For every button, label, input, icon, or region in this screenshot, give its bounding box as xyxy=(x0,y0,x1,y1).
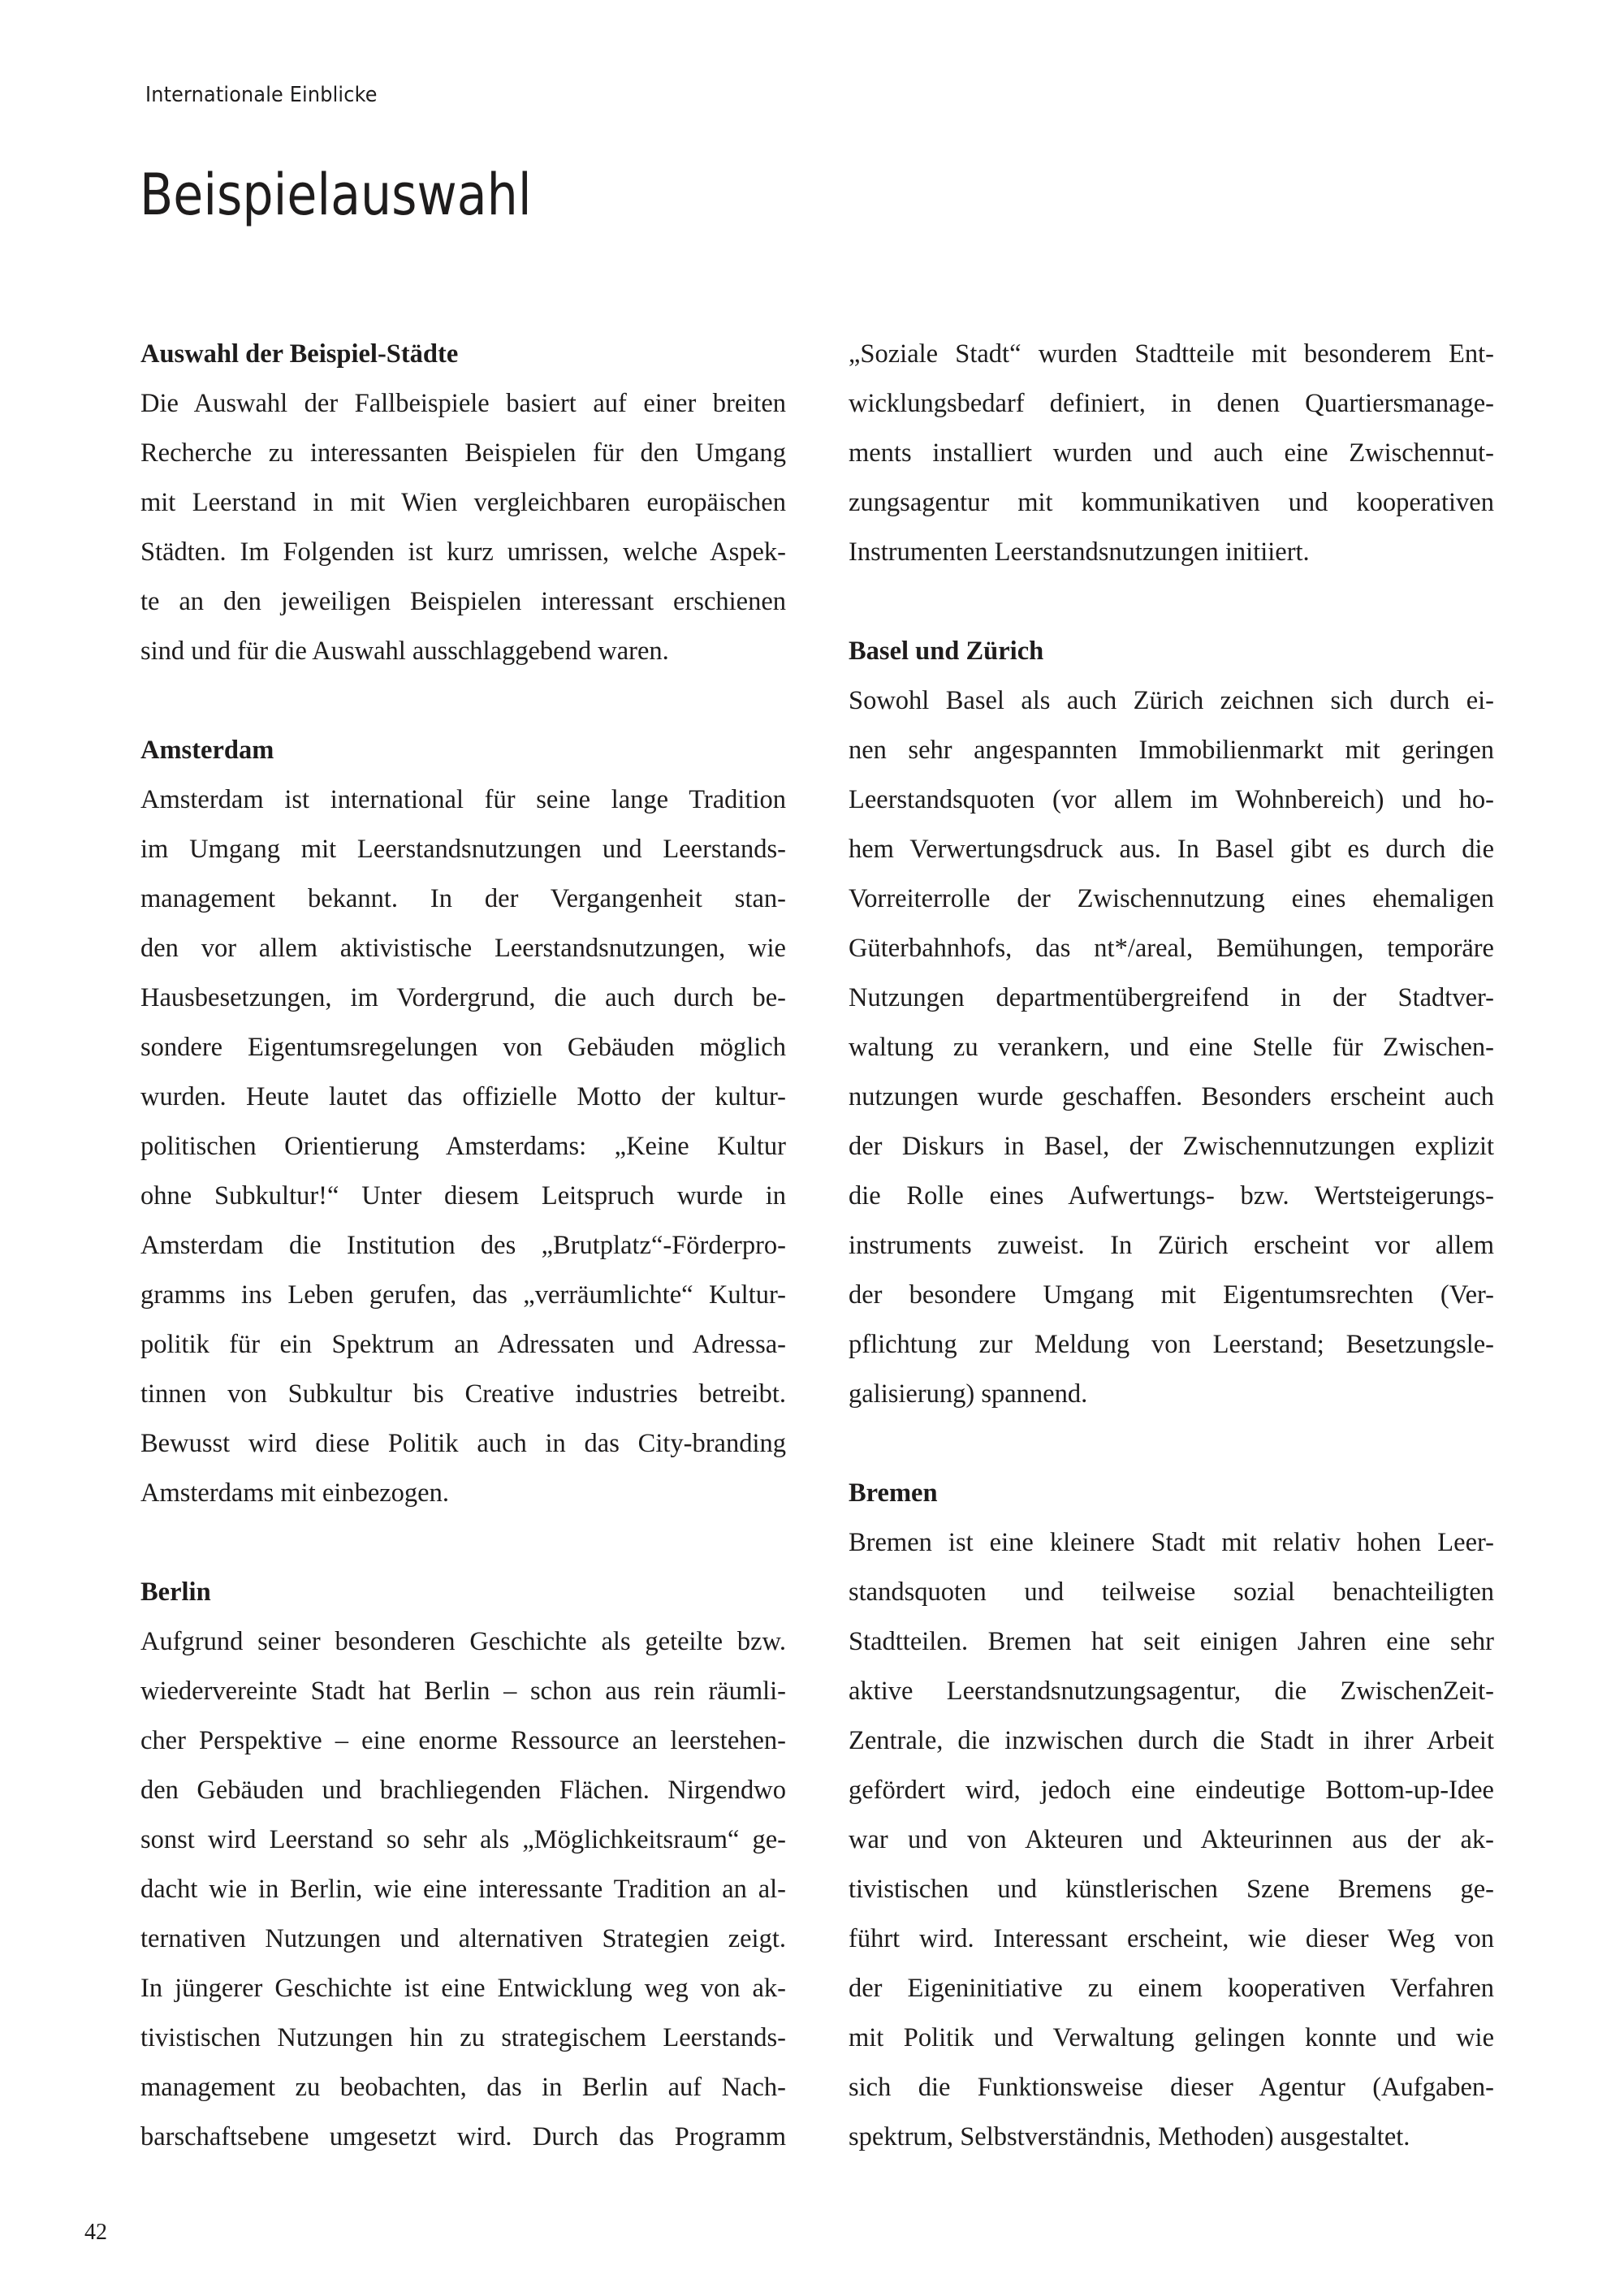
text-line: Amsterdams mit einbezogen. xyxy=(140,1478,449,1508)
text-line: der besondere Umgang mit Eigentumsrechten (Ver- xyxy=(849,1280,1494,1310)
text-line: gefördert wird, jedoch eine eindeutige Bottom-up-Idee xyxy=(849,1776,1494,1805)
text-line: Instrumenten Leerstandsnutzungen initiiert. xyxy=(849,537,1310,567)
section-continuation xyxy=(849,330,1494,577)
section-heading: Auswahl der Beispiel-Städte xyxy=(140,339,459,369)
section-heading: Basel und Zürich xyxy=(849,637,1044,666)
text-line: der Eigeninitiative zu einem kooperativen Verfahren xyxy=(849,1974,1494,2003)
text-line: mit Politik und Verwaltung gelingen konnte und wie xyxy=(849,2023,1494,2052)
text-line: In jüngerer Geschichte ist eine Entwicklung weg von ak- xyxy=(140,1974,786,2003)
text-line: spektrum, Selbstverständnis, Methoden) ausgestaltet. xyxy=(849,2122,1410,2151)
text-line: ments installiert wurden und auch eine Zwischennut- xyxy=(849,438,1494,468)
text-line: Zentrale, die inzwischen durch die Stadt in ihrer Arbeit xyxy=(849,1726,1494,1755)
text-line: management bekannt. In der Vergangenheit stan- xyxy=(140,884,786,913)
text-line: hem Verwertungsdruck aus. In Basel gibt es durch die xyxy=(849,835,1494,864)
text-line: Aufgrund seiner besonderen Geschichte als geteilte bzw. xyxy=(140,1627,786,1656)
text-line: im Umgang mit Leerstandsnutzungen und Leerstands- xyxy=(140,835,786,864)
text-line: Leerstandsquoten (vor allem im Wohnbereich) und ho- xyxy=(849,785,1494,814)
text-line: dacht wie in Berlin, wie eine interessante Tradition an al- xyxy=(140,1875,786,1904)
section-paragraph xyxy=(140,775,786,1518)
text-line: nutzungen wurde geschaffen. Besonders erscheint auch xyxy=(849,1082,1494,1111)
text-line: „Soziale Stadt“ wurden Stadtteile mit besonderem Ent- xyxy=(849,339,1494,369)
text-line: Bremen ist eine kleinere Stadt mit relativ hohen Leer- xyxy=(849,1528,1494,1557)
text-line: te an den jeweiligen Beispielen interessant erschienen xyxy=(140,587,786,616)
section-paragraph xyxy=(140,1617,786,2162)
text-line: führt wird. Interessant erscheint, wie dieser Weg von xyxy=(849,1924,1494,1953)
text-line: Sowohl Basel als auch Zürich zeichnen sich durch ei- xyxy=(849,686,1494,715)
text-line: Amsterdam die Institution des „Brutplatz“-Förderpro- xyxy=(140,1231,786,1260)
section-berlin xyxy=(140,1568,786,2162)
section-heading: Amsterdam xyxy=(140,736,274,765)
section-bremen xyxy=(849,1469,1494,2162)
section-heading: Bremen xyxy=(849,1478,938,1508)
text-line: cher Perspektive – eine enorme Ressource an leerstehen- xyxy=(140,1726,786,1755)
text-line: gramms ins Leben gerufen, das „verräumlichte“ Kultur- xyxy=(140,1280,786,1310)
text-line: Amsterdam ist international für seine lange Tradition xyxy=(140,785,786,814)
text-line: sind und für die Auswahl ausschlaggebend waren. xyxy=(140,637,669,666)
text-line: Hausbesetzungen, im Vordergrund, die auch durch be- xyxy=(140,983,786,1012)
text-line: Nutzungen departmentübergreifend in der Stadtver- xyxy=(849,983,1494,1012)
text-line: wurden. Heute lautet das offizielle Motto der kultur- xyxy=(140,1082,786,1111)
text-line: wicklungsbedarf definiert, in denen Quartiersmanage- xyxy=(849,389,1494,418)
text-line: wiedervereinte Stadt hat Berlin – schon aus rein räumli- xyxy=(140,1677,786,1706)
text-line: den Gebäuden und brachliegenden Flächen. Nirgendwo xyxy=(140,1776,786,1805)
section-paragraph xyxy=(849,676,1494,1419)
running-head: Internationale Einblicke xyxy=(145,83,378,107)
text-line: ohne Subkultur!“ Unter diesem Leitspruch wurde in xyxy=(140,1181,786,1211)
page-number: 42 xyxy=(84,2220,107,2245)
right-column xyxy=(849,330,1494,2212)
text-line: politischen Orientierung Amsterdams: „Keine Kultur xyxy=(140,1132,786,1161)
text-line: politik für ein Spektrum an Adressaten und Adressa- xyxy=(140,1330,786,1359)
text-line: tivistischen und künstlerischen Szene Bremens ge- xyxy=(849,1875,1494,1904)
section-paragraph xyxy=(849,1518,1494,2162)
section-paragraph xyxy=(849,330,1494,577)
section-paragraph xyxy=(140,379,786,676)
text-line: Stadtteilen. Bremen hat seit einigen Jahren eine sehr xyxy=(849,1627,1494,1656)
text-line: instruments zuweist. In Zürich erscheint vor allem xyxy=(849,1231,1494,1260)
text-line: den vor allem aktivistische Leerstandsnutzungen, wie xyxy=(140,934,786,963)
section-auswahl-der-beispiel-st-dte xyxy=(140,330,786,676)
text-line: standsquoten und teilweise sozial benachteiligten xyxy=(849,1577,1494,1607)
text-line: pflichtung zur Meldung von Leerstand; Besetzungsle- xyxy=(849,1330,1494,1359)
text-line: Vorreiterrolle der Zwischennutzung eines ehemaligen xyxy=(849,884,1494,913)
text-line: nen sehr angespannten Immobilienmarkt mit geringen xyxy=(849,736,1494,765)
text-line: galisierung) spannend. xyxy=(849,1379,1088,1409)
text-line: war und von Akteuren und Akteurinnen aus der ak- xyxy=(849,1825,1494,1854)
text-line: ternativen Nutzungen und alternativen Strategien zeigt. xyxy=(140,1924,786,1953)
text-line: sonst wird Leerstand so sehr als „Möglichkeitsraum“ ge- xyxy=(140,1825,786,1854)
text-line: sondere Eigentumsregelungen von Gebäuden möglich xyxy=(140,1033,786,1062)
section-amsterdam xyxy=(140,726,786,1518)
text-line: Städten. Im Folgenden ist kurz umrissen, welche Aspek- xyxy=(140,537,786,567)
text-line: tinnen von Subkultur bis Creative industries betreibt. xyxy=(140,1379,786,1409)
text-line: die Rolle eines Aufwertungs- bzw. Wertsteigerungs- xyxy=(849,1181,1494,1211)
text-line: aktive Leerstandsnutzungsagentur, die ZwischenZeit- xyxy=(849,1677,1494,1706)
page-title: Beispielauswahl xyxy=(140,162,532,228)
text-line: zungsagentur mit kommunikativen und kooperativen xyxy=(849,488,1494,517)
section-heading: Berlin xyxy=(140,1577,211,1607)
text-line: barschaftsebene umgesetzt wird. Durch das Programm xyxy=(140,2122,786,2151)
text-line: der Diskurs in Basel, der Zwischennutzungen explizit xyxy=(849,1132,1494,1161)
text-line: sich die Funktionsweise dieser Agentur (Aufgaben- xyxy=(849,2073,1494,2102)
text-line: management zu beobachten, das in Berlin auf Nach- xyxy=(140,2073,786,2102)
text-line: tivistischen Nutzungen hin zu strategischem Leerstands- xyxy=(140,2023,786,2052)
text-line: Bewusst wird diese Politik auch in das City-branding xyxy=(140,1429,786,1458)
text-line: Güterbahnhofs, das nt*/areal, Bemühungen, temporäre xyxy=(849,934,1494,963)
left-column xyxy=(140,330,786,2212)
text-line: waltung zu verankern, und eine Stelle für Zwischen- xyxy=(849,1033,1494,1062)
text-line: mit Leerstand in mit Wien vergleichbaren europäischen xyxy=(140,488,786,517)
text-line: Die Auswahl der Fallbeispiele basiert auf einer breiten xyxy=(140,389,786,418)
text-line: Recherche zu interessanten Beispielen für den Umgang xyxy=(140,438,786,468)
section-basel-und-z-rich xyxy=(849,627,1494,1419)
